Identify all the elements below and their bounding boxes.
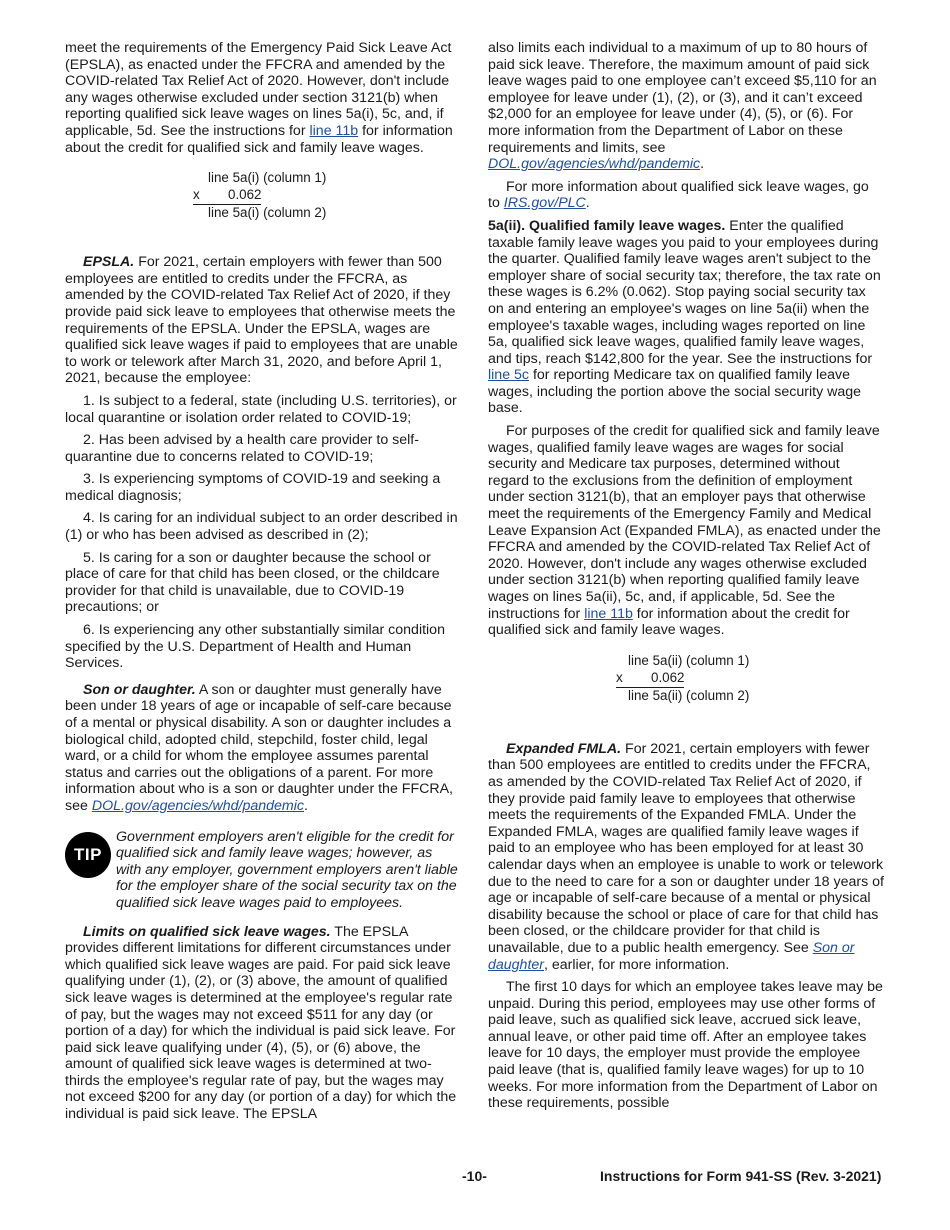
formula-line-1: line 5a(i) (column 1) [208,170,327,186]
formula-line-1: line 5a(ii) (column 1) [628,652,750,668]
paragraph-family-leave-wages: 5a(ii). Qualified family leave wages. Enter the qualified taxable family leave wages you paid to your employees during the quarter. Qualified family leave wages aren't subject to the employer share of social security tax; therefore, the tax rate on these wages is 6.2% (0.062). Stop paying social security tax on and entering an employee's wages on line 5a(ii) when the employee's taxable wages, including wages reported on line 5a, qualified sick leave wages, qualified family leave wages, and tips, reach $142,800 for the year. See the instructions for line 5c for reporting Medicare tax on qualified family leave wages, including the portion above the social security wage base. [488,217,881,417]
limits-heading: Limits on qualified sick leave wages. [83,923,331,940]
list-item-5: 5. Is caring for a son or daughter because the school or place of care for that child has been closed, or the childcare provider for that child is unavailable, due to COVID-19 precautions; or [65,549,440,616]
formula-multiply-sign: x [616,669,623,685]
family-leave-formula [488,653,884,703]
dol-pandemic-link[interactable]: DOL.gov/agencies/whd/pandemic [91,797,304,814]
son-or-daughter-link[interactable]: Son or daughter [488,939,855,973]
sick-leave-formula [65,170,461,220]
epsla-heading: EPSLA. [83,254,135,271]
line-5c-link[interactable]: line 5c [488,367,530,384]
irs-plc-link[interactable]: IRS.gov/PLC [503,195,586,212]
formula-rate: 0.062 [651,669,685,685]
paragraph-irs-plc: For more information about qualified sick leave wages, go to IRS.gov/PLC. [488,178,869,212]
left-column [65,40,461,1129]
formula-rate: 0.062 [228,187,262,203]
dol-pandemic-link-2[interactable]: DOL.gov/agencies/whd/pandemic [488,156,701,173]
paragraph-limits-continued: also limits each individual to a maximum of up to 80 hours of paid sick leave. Therefore, the maximum amount of paid sick leave wages paid to one employee can’t exceed $5,110 for an employee for leave under (1), (2), or (3), and it can’t exceed $2,000 for an employee for leave under (4), (5), or (6). For more information from the Department of Labor on these requirements and limits, see DOL.gov/agencies/whd/pandemic. [488,40,877,173]
list-item-4: 4. Is caring for an individual subject to an order described in (1) or who has been advised as described in (2); [65,510,458,544]
line-11b-link-2[interactable]: line 11b [584,605,633,622]
tip-icon: TIP [65,832,111,878]
paragraph-credit-purposes: For purposes of the credit for qualified sick and family leave wages, qualified family leave wages are wages for social security and Medicare tax purposes, determined without regard to the exclusions from the definition of employment under section 3121(b), that an employer pays that otherwise meet the requirements of the Emergency Family and Medical Leave Expansion Act (Expanded FMLA), as enacted under the FFCRA and amended by the COVID-related Tax Relief Act of 2020. However, don't include any wages otherwise excluded under section 3121(b) when reporting qualified family leave wages on lines 5a(ii), 5c, and, if applicable, 5d. See the instructions for line 11b for information about the credit for qualified sick and family leave wages. [488,423,881,639]
paragraph-son-or-daughter: Son or daughter. A son or daughter must generally have been under 18 years of age or incapable of self-care because of a mental or physical disability. A son or daughter includes a biological child, adopted child, stepchild, foster child, legal ward, or a child for whom the employee assumes parental status and carries out the obligations of a parent. For more information about who is a son or daughter under the FFCRA, see DOL.gov/agencies/whd/pandemic. [65,681,454,814]
family-leave-heading: 5a(ii). Qualified family leave wages. [488,217,726,234]
list-item-3: 3. Is experiencing symptoms of COVID-19 and seeking a medical diagnosis; [65,471,441,504]
list-item-1: 1. Is subject to a federal, state (including U.S. territories), or local quarantine or isolation order related to COVID-19; [65,392,457,426]
paragraph-epsla-requirements: meet the requirements of the Emergency Paid Sick Leave Act (EPSLA), as enacted under the FFCRA and amended by the COVID-related Tax Relief Act of 2020. However, don't include any wages otherwise excluded under section 3121(b) when reporting qualified sick leave wages on lines 5a(i), 5c, and, if applicable, 5d. See the instructions for line 11b for information about the credit for qualified sick and family leave wages. [65,40,453,156]
list-item-2: 2. Has been advised by a health care provider to self-quarantine due to concerns related to COVID-19; [65,432,419,465]
form-title: Instructions for Form 941-SS (Rev. 3-2021) [600,1168,882,1184]
tip-box [65,829,461,912]
son-or-daughter-heading: Son or daughter. [83,681,196,698]
paragraph-expanded-fmla: Expanded FMLA. For 2021, certain employers with fewer than 500 employees are entitled to credits under the FFCRA, as amended by the COVID-related Tax Relief Act of 2020, if they provide paid family leave to employees that otherwise meets the requirements of the Expanded FMLA. Under the Expanded FMLA, wages are qualified family leave wages if paid to an employee who has been employed for at least 30 calendar days when an employee is unable to work or telework due to the need to care for a son or daughter under 18 years of age or incapable of self-care because of a mental or physical disability because the school or place of care for that child has been closed, or the childcare provider for that child is unavailable, due to a public health emergency. See Son or daughter, earlier, for more information. [488,740,884,973]
list-item-6: 6. Is experiencing any other substantially similar condition specified by the U.S. Department of Health and Human Services. [65,622,445,672]
formula-line-2: line 5a(ii) (column 2) [628,687,750,703]
paragraph-limits: Limits on qualified sick leave wages. The EPSLA provides different limitations for different circumstances under which qualified sick leave wages are paid. For paid sick leave qualifying under (1), (2), or (3) above, the amount of qualified sick leave wages is determined at the employee's regular rate of pay, but the wages may not exceed $511 for any day (or portion of a day) for which the individual is paid sick leave. For paid sick leave qualifying under (4), (5), or (6) above, the amount of qualified sick leave wages is determined at two-thirds the employee's regular rate of pay, but the wages may not exceed $200 for any day (or portion of a day) for which the individual is paid sick leave. The EPSLA [65,923,457,1123]
expanded-fmla-heading: Expanded FMLA. [506,740,622,757]
formula-line-2: line 5a(i) (column 2) [208,205,327,221]
paragraph-first-10-days: The first 10 days for which an employee takes leave may be unpaid. During this period, employees may use other forms of paid leave, such as qualified sick leave, accrued sick leave, annual leave, or other paid time off. After an employee takes leave for 10 days, the employer must provide the employee paid leave (that is, qualified family leave wages) for up to 10 weeks. For more information from the Department of Labor on these requirements, possible [488,979,883,1112]
line-11b-link[interactable]: line 11b [309,122,359,139]
page-number: -10- [462,1168,487,1184]
paragraph-epsla: EPSLA. For 2021, certain employers with fewer than 500 employees are entitled to credits under the FFCRA, as amended by the COVID-related Tax Relief Act of 2020, if they provide paid sick leave to employees that otherwise meets the requirements of the EPSLA. Under the EPSLA, wages are qualified sick leave wages if paid to employees that are unable to work or telework after March 31, 2020, and before April 1, 2021, because the employee: [65,254,458,387]
tip-text: Government employers aren't eligible for the credit for qualified sick and family leave wages; however, as with any employer, government employers aren't liable for the employer share of the social security tax on the qualified sick leave wages paid to employees. [116,828,458,911]
right-column [488,40,884,1118]
formula-multiply-sign: x [193,187,200,203]
